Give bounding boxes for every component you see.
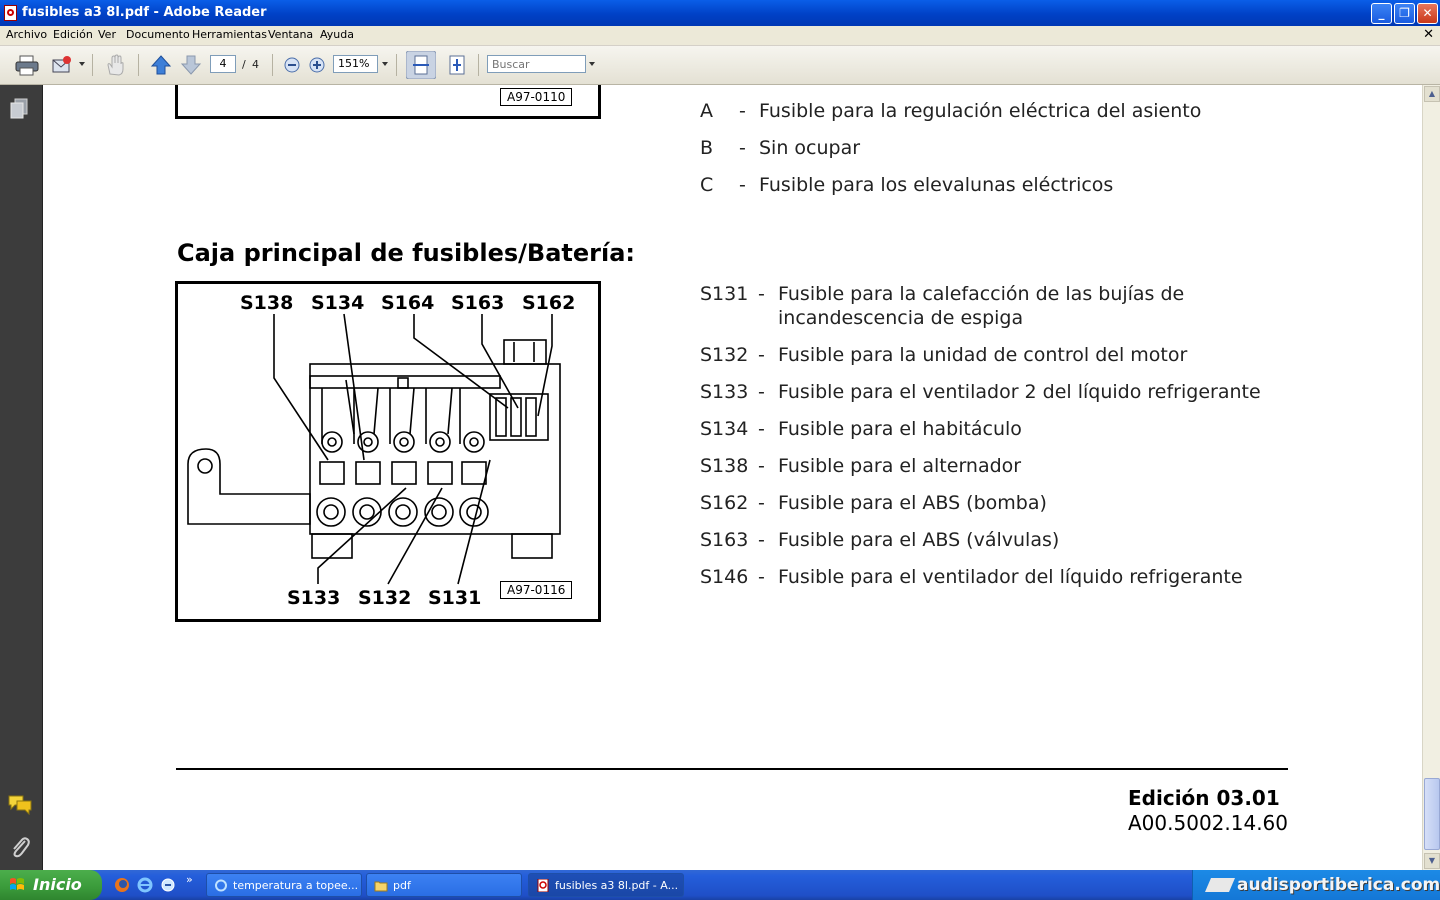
- top-figure-label: A97-0110: [500, 88, 572, 106]
- quicklaunch-overflow[interactable]: »: [186, 873, 193, 886]
- fuse-label-s162: S162: [522, 292, 576, 314]
- print-icon[interactable]: [14, 54, 40, 76]
- taskbar-item[interactable]: fusibles a3 8l.pdf - A...: [528, 873, 684, 897]
- pages-icon[interactable]: [9, 97, 29, 121]
- page-separator: /: [242, 58, 246, 71]
- taskbar-item[interactable]: pdf: [366, 873, 522, 897]
- search-input[interactable]: [487, 55, 586, 73]
- fuse-label-s138: S138: [240, 292, 294, 314]
- close-button[interactable]: ✕: [1417, 3, 1438, 24]
- firefox-icon[interactable]: [114, 877, 130, 893]
- fuse-box-diagram: [175, 281, 601, 622]
- top-figure-frame: [175, 85, 601, 119]
- menu-ver[interactable]: Ver: [98, 28, 116, 41]
- attachments-icon[interactable]: [9, 835, 31, 859]
- fuse-label-s133: S133: [287, 587, 341, 609]
- menu-herramientas[interactable]: Herramientas: [192, 28, 267, 41]
- navigation-panel: [0, 85, 43, 870]
- watermark-logo: [1199, 876, 1235, 894]
- list-item-desc: Fusible para la regulación eléctrica del asiento: [759, 100, 1202, 122]
- adobe-reader-icon: [4, 5, 17, 21]
- email-icon[interactable]: [50, 54, 76, 76]
- fuse-label-s132: S132: [358, 587, 412, 609]
- scroll-up-icon[interactable]: ▲: [1424, 86, 1440, 102]
- tray-watermark: audisportiberica.com: [1237, 875, 1440, 895]
- minimize-button[interactable]: _: [1371, 3, 1392, 24]
- fuse-label-s131: S131: [428, 587, 482, 609]
- start-button[interactable]: [0, 870, 102, 900]
- hand-tool-icon[interactable]: [103, 54, 129, 76]
- edition-label: Edición 03.01: [1128, 786, 1280, 810]
- menu-edicion[interactable]: Edición: [53, 28, 93, 41]
- ie-icon[interactable]: [137, 877, 153, 893]
- adobe-icon: [536, 879, 550, 892]
- fit-width-icon[interactable]: [406, 51, 436, 79]
- taskbar: [0, 870, 1440, 900]
- list-item-code: A: [700, 100, 713, 122]
- fuse-box-drawing: [178, 284, 598, 619]
- fuse-label-s134: S134: [311, 292, 365, 314]
- scroll-down-icon[interactable]: ▼: [1424, 853, 1440, 869]
- document-number: A00.5002.14.60: [1128, 811, 1288, 835]
- fuse-label-s164: S164: [381, 292, 435, 314]
- toolbar: [0, 46, 1440, 85]
- zoom-level-input[interactable]: 151%: [333, 55, 378, 73]
- windows-flag-icon: [9, 877, 25, 893]
- menu-ventana[interactable]: Ventana: [268, 28, 314, 41]
- document-close-icon[interactable]: ✕: [1423, 27, 1434, 42]
- fit-page-icon[interactable]: [446, 54, 468, 76]
- zoom-in-icon[interactable]: [308, 54, 326, 76]
- email-dropdown-icon[interactable]: [79, 62, 85, 66]
- zoom-out-icon[interactable]: [283, 54, 301, 76]
- comments-icon[interactable]: [7, 793, 33, 815]
- menu-archivo[interactable]: Archivo: [6, 28, 48, 41]
- search-dropdown-icon[interactable]: [589, 62, 595, 66]
- footer-rule: [176, 768, 1288, 770]
- next-page-icon[interactable]: [180, 54, 202, 76]
- previous-page-icon[interactable]: [150, 54, 172, 76]
- window-titlebar[interactable]: [0, 0, 1440, 26]
- folder-icon: [374, 879, 388, 892]
- section-title: Caja principal de fusibles/Batería:: [177, 239, 636, 267]
- menu-ayuda[interactable]: Ayuda: [320, 28, 354, 41]
- menu-bar: [0, 26, 1440, 46]
- fuse-label-s163: S163: [451, 292, 505, 314]
- diagram-figure-label: A97-0116: [500, 581, 572, 599]
- page-number-input[interactable]: 4: [210, 55, 236, 73]
- maximize-button[interactable]: ❐: [1394, 3, 1415, 24]
- taskbar-item[interactable]: temperatura a topee...: [206, 873, 362, 897]
- menu-documento[interactable]: Documento: [126, 28, 190, 41]
- vertical-scrollbar[interactable]: [1422, 85, 1440, 870]
- ie-icon: [214, 879, 228, 892]
- window-title: fusibles a3 8l.pdf - Adobe Reader: [22, 5, 267, 20]
- messenger-icon[interactable]: [160, 877, 176, 893]
- system-tray: [1192, 870, 1440, 900]
- zoom-dropdown-icon[interactable]: [382, 62, 388, 66]
- document-view[interactable]: A97-0110 A - Fusible para la regulación eléctrica del asiento B - Sin ocupar C - Fusible para los elevalunas eléctricos Caja principal de fusibles/Batería: S138 S134 S164 S163 S162 S133 S132 S131 A97-0116 S131 - Fusible para la calefacción de las bujías de incandescencia de espiga S132 - Fusible para la unidad de control del motor S133 - Fusible para el ventilador 2 del líquido refrigerante S134 - Fusible para el habitáculo S138 - Fusible para el alternador S162 - Fusible para el ABS (bomba) S163 - Fusible para el ABS (válvulas) S146 - Fusible para el ventilador del líquido refrigerante Edición 03.01 A00.5002.14.60: [43, 85, 1422, 870]
- scroll-thumb[interactable]: [1424, 778, 1440, 850]
- start-label: Inicio: [33, 875, 82, 894]
- page-total: 4: [252, 58, 259, 71]
